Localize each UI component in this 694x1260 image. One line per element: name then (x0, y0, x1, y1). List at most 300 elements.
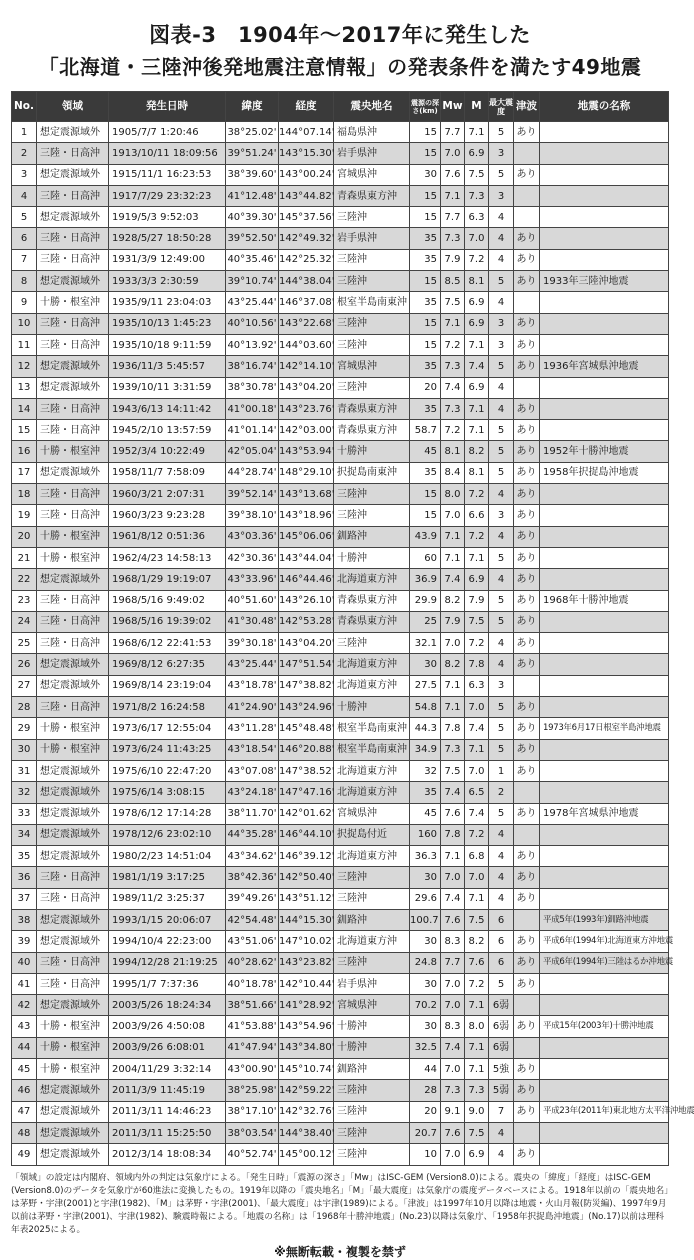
cell-tsunami (514, 207, 540, 228)
cell-lat: 38°11.70' (226, 803, 279, 824)
cell-no: 41 (12, 973, 37, 994)
cell-name (540, 569, 669, 590)
cell-mw: 7.7 (441, 207, 465, 228)
cell-no: 9 (12, 292, 37, 313)
cell-place: 三陸沖 (334, 1080, 410, 1101)
cell-name (540, 313, 669, 334)
cell-m: 6.8 (465, 846, 489, 867)
cell-lat: 40°35.46' (226, 249, 279, 270)
cell-lon: 141°28.92' (279, 995, 334, 1016)
cell-name: 平成6年(1994年)三陸はるか沖地震 (540, 952, 669, 973)
cell-m: 7.2 (465, 484, 489, 505)
cell-place: 根室半島南東沖 (334, 718, 410, 739)
cell-datetime: 1936/11/3 5:45:57 (109, 356, 226, 377)
cell-region: 想定震源域外 (37, 995, 109, 1016)
cell-datetime: 1978/12/6 23:02:10 (109, 824, 226, 845)
cell-tsunami: あり (514, 590, 540, 611)
cell-no: 26 (12, 654, 37, 675)
header-region: 領域 (37, 92, 109, 122)
cell-datetime: 1968/6/12 22:41:53 (109, 633, 226, 654)
cell-m: 7.2 (465, 973, 489, 994)
cell-depth: 44.3 (410, 718, 441, 739)
cell-intensity: 4 (489, 377, 514, 398)
cell-intensity: 4 (489, 207, 514, 228)
cell-no: 24 (12, 611, 37, 632)
cell-name (540, 398, 669, 419)
cell-name: 1936年宮城県沖地震 (540, 356, 669, 377)
table-row (12, 1122, 669, 1143)
cell-place: 岩手県沖 (334, 973, 410, 994)
cell-place: 福島県沖 (334, 122, 410, 143)
cell-datetime: 2011/3/11 14:46:23 (109, 1101, 226, 1122)
cell-tsunami: あり (514, 739, 540, 760)
cell-region: 三陸・日高沖 (37, 611, 109, 632)
cell-lat: 40°28.62' (226, 952, 279, 973)
cell-depth: 36.3 (410, 846, 441, 867)
cell-place: 根室半島南東沖 (334, 739, 410, 760)
cell-no: 22 (12, 569, 37, 590)
table-row (12, 675, 669, 696)
cell-lon: 145°00.12' (279, 1144, 334, 1165)
cell-lon: 145°48.48' (279, 718, 334, 739)
cell-name (540, 633, 669, 654)
cell-lat: 38°25.02' (226, 122, 279, 143)
cell-mw: 7.0 (441, 973, 465, 994)
cell-lon: 146°44.46' (279, 569, 334, 590)
header-name: 地震の名称 (540, 92, 669, 122)
cell-mw: 7.5 (441, 760, 465, 781)
cell-place: 三陸沖 (334, 484, 410, 505)
cell-region: 三陸・日高沖 (37, 867, 109, 888)
cell-m: 9.0 (465, 1101, 489, 1122)
table-header-row (12, 92, 669, 122)
cell-mw: 7.2 (441, 420, 465, 441)
cell-no: 13 (12, 377, 37, 398)
cell-mw: 7.0 (441, 1059, 465, 1080)
cell-m: 8.2 (465, 441, 489, 462)
cell-place: 北海道東方沖 (334, 782, 410, 803)
table-row (12, 377, 669, 398)
cell-place: 青森県東方沖 (334, 398, 410, 419)
cell-m: 6.9 (465, 1144, 489, 1165)
cell-intensity: 6 (489, 931, 514, 952)
cell-intensity: 5 (489, 356, 514, 377)
cell-intensity: 4 (489, 824, 514, 845)
cell-lon: 143°54.96' (279, 1016, 334, 1037)
cell-name (540, 420, 669, 441)
cell-place: 北海道東方沖 (334, 569, 410, 590)
cell-m: 6.9 (465, 569, 489, 590)
cell-intensity: 5 (489, 462, 514, 483)
cell-m: 6.6 (465, 505, 489, 526)
cell-depth: 35 (410, 398, 441, 419)
cell-lat: 43°33.96' (226, 569, 279, 590)
cell-place: 釧路沖 (334, 909, 410, 930)
cell-tsunami (514, 292, 540, 313)
cell-datetime: 2003/9/26 6:08:01 (109, 1037, 226, 1058)
cell-m: 6.9 (465, 292, 489, 313)
cell-place: 三陸沖 (334, 505, 410, 526)
cell-tsunami (514, 1037, 540, 1058)
cell-datetime: 1968/5/16 9:49:02 (109, 590, 226, 611)
cell-m: 7.1 (465, 1059, 489, 1080)
cell-m: 7.1 (465, 739, 489, 760)
cell-m: 7.5 (465, 1122, 489, 1143)
cell-name (540, 1122, 669, 1143)
header-depth: 震源の深さ(km) (410, 92, 441, 122)
cell-mw: 8.0 (441, 484, 465, 505)
cell-tsunami: あり (514, 164, 540, 185)
cell-lon: 142°32.76' (279, 1101, 334, 1122)
table-row (12, 654, 669, 675)
cell-lon: 147°38.82' (279, 675, 334, 696)
cell-place: 三陸沖 (334, 888, 410, 909)
cell-lon: 143°53.94' (279, 441, 334, 462)
cell-tsunami: あり (514, 803, 540, 824)
cell-m: 7.4 (465, 718, 489, 739)
cell-lat: 41°24.90' (226, 697, 279, 718)
cell-m: 7.0 (465, 760, 489, 781)
cell-lat: 42°05.04' (226, 441, 279, 462)
cell-intensity: 6 (489, 909, 514, 930)
cell-place: 三陸沖 (334, 952, 410, 973)
copyright-notice: ※無断転載・複製を禁ず (274, 1244, 406, 1259)
cell-datetime: 1913/10/11 18:09:56 (109, 143, 226, 164)
cell-lon: 148°29.10' (279, 462, 334, 483)
cell-place: 青森県東方沖 (334, 590, 410, 611)
cell-intensity: 3 (489, 185, 514, 206)
table-row (12, 569, 669, 590)
cell-intensity: 5 (489, 164, 514, 185)
cell-lat: 40°51.60' (226, 590, 279, 611)
cell-depth: 35 (410, 292, 441, 313)
table-row (12, 824, 669, 845)
cell-depth: 15 (410, 185, 441, 206)
cell-tsunami: あり (514, 846, 540, 867)
cell-mw: 7.0 (441, 633, 465, 654)
cell-lat: 42°54.48' (226, 909, 279, 930)
cell-name (540, 1037, 669, 1058)
cell-mw: 7.0 (441, 1144, 465, 1165)
cell-lat: 38°30.78' (226, 377, 279, 398)
cell-region: 三陸・日高沖 (37, 249, 109, 270)
cell-place: 岩手県沖 (334, 143, 410, 164)
cell-region: 三陸・日高沖 (37, 888, 109, 909)
cell-lat: 39°51.24' (226, 143, 279, 164)
cell-place: 三陸沖 (334, 1144, 410, 1165)
cell-tsunami: あり (514, 931, 540, 952)
table-row (12, 228, 669, 249)
cell-lat: 43°25.44' (226, 654, 279, 675)
cell-no: 10 (12, 313, 37, 334)
cell-no: 14 (12, 398, 37, 419)
cell-m: 7.1 (465, 398, 489, 419)
cell-m: 7.2 (465, 824, 489, 845)
cell-lon: 143°23.82' (279, 952, 334, 973)
cell-mw: 7.8 (441, 824, 465, 845)
table-row (12, 846, 669, 867)
cell-depth: 20.7 (410, 1122, 441, 1143)
cell-m: 6.9 (465, 313, 489, 334)
cell-no: 28 (12, 697, 37, 718)
cell-tsunami (514, 1122, 540, 1143)
cell-lat: 44°35.28' (226, 824, 279, 845)
cell-tsunami: あり (514, 356, 540, 377)
cell-place: 三陸沖 (334, 271, 410, 292)
cell-intensity: 5弱 (489, 1080, 514, 1101)
cell-m: 7.9 (465, 590, 489, 611)
cell-lat: 38°25.98' (226, 1080, 279, 1101)
cell-lat: 43°18.78' (226, 675, 279, 696)
cell-mw: 9.1 (441, 1101, 465, 1122)
cell-tsunami: あり (514, 334, 540, 355)
cell-mw: 7.1 (441, 846, 465, 867)
cell-place: 三陸沖 (334, 377, 410, 398)
cell-intensity: 5強 (489, 1059, 514, 1080)
cell-name: 平成6年(1994年)北海道東方沖地震 (540, 931, 669, 952)
footnote: 「領域」の設定は内閣府、領域内外の判定は気象庁による。「発生日時」「震源の深さ」「Mw」はISC-GEM (Version8.0)による。震央の「緯度」「経度」はISC-GEM (Version8.0)のデータを気象庁が60進法に変換したもの。1919年以降の「震央地名」「M」「最大震度」は気象庁の震度データベースによる。1918年以前の「震央地名」は茅野・宇津(2001)と宇津(1982)、「M」は茅野・宇津(2001)、「最大震度」は宇津(1989)による。「津波」は1997年10月以降は地震・火山月報(防災編)、1997年9月以前は茅野・宇津(2001)、宇津(1982)、験震時報による。「地震の名称」は「1968年十勝沖地震」(No.23)以降は気象庁、「1958年択捉島沖地震」(No.17)以前は理科年表2025による。 (11, 1172, 669, 1235)
cell-tsunami: あり (514, 313, 540, 334)
cell-region: 想定震源域外 (37, 1122, 109, 1143)
cell-tsunami (514, 143, 540, 164)
cell-lat: 40°39.30' (226, 207, 279, 228)
cell-name (540, 654, 669, 675)
cell-mw: 7.3 (441, 1080, 465, 1101)
cell-place: 三陸沖 (334, 207, 410, 228)
cell-lat: 43°07.08' (226, 760, 279, 781)
cell-lat: 38°39.60' (226, 164, 279, 185)
cell-place: 釧路沖 (334, 1059, 410, 1080)
cell-name (540, 824, 669, 845)
cell-depth: 27.5 (410, 675, 441, 696)
cell-depth: 36.9 (410, 569, 441, 590)
cell-depth: 32 (410, 760, 441, 781)
cell-no: 31 (12, 760, 37, 781)
cell-datetime: 1962/4/23 14:58:13 (109, 547, 226, 568)
cell-tsunami: あり (514, 633, 540, 654)
cell-intensity: 5 (489, 739, 514, 760)
cell-place: 十勝沖 (334, 1037, 410, 1058)
cell-tsunami: あり (514, 1080, 540, 1101)
table-row (12, 1144, 669, 1165)
cell-name (540, 484, 669, 505)
cell-region: 想定震源域外 (37, 675, 109, 696)
cell-lat: 43°03.36' (226, 526, 279, 547)
cell-no: 7 (12, 249, 37, 270)
cell-name (540, 973, 669, 994)
cell-region: 三陸・日高沖 (37, 228, 109, 249)
cell-name (540, 292, 669, 313)
cell-no: 29 (12, 718, 37, 739)
cell-lon: 143°44.04' (279, 547, 334, 568)
cell-mw: 7.9 (441, 611, 465, 632)
cell-region: 想定震源域外 (37, 122, 109, 143)
cell-lon: 142°10.44' (279, 973, 334, 994)
cell-name (540, 377, 669, 398)
cell-region: 十勝・根室沖 (37, 718, 109, 739)
cell-no: 1 (12, 122, 37, 143)
cell-place: 十勝沖 (334, 697, 410, 718)
cell-depth: 45 (410, 441, 441, 462)
cell-no: 34 (12, 824, 37, 845)
cell-datetime: 1995/1/7 7:37:36 (109, 973, 226, 994)
cell-lat: 43°00.90' (226, 1059, 279, 1080)
cell-depth: 15 (410, 505, 441, 526)
cell-place: 宮城県沖 (334, 803, 410, 824)
cell-tsunami: あり (514, 249, 540, 270)
cell-place: 三陸沖 (334, 334, 410, 355)
cell-no: 32 (12, 782, 37, 803)
header-mw: Mw (441, 92, 465, 122)
table-row (12, 718, 669, 739)
cell-intensity: 5 (489, 590, 514, 611)
cell-no: 30 (12, 739, 37, 760)
cell-mw: 8.3 (441, 931, 465, 952)
header-m: M (465, 92, 489, 122)
cell-mw: 7.4 (441, 377, 465, 398)
cell-no: 35 (12, 846, 37, 867)
cell-name: 平成5年(1993年)釧路沖地震 (540, 909, 669, 930)
cell-region: 三陸・日高沖 (37, 973, 109, 994)
cell-place: 択捉島付近 (334, 824, 410, 845)
cell-mw: 7.0 (441, 867, 465, 888)
cell-lat: 41°30.48' (226, 611, 279, 632)
cell-mw: 7.1 (441, 185, 465, 206)
header-lat: 緯度 (226, 92, 279, 122)
cell-lat: 42°30.36' (226, 547, 279, 568)
cell-intensity: 6弱 (489, 995, 514, 1016)
cell-lon: 143°13.68' (279, 484, 334, 505)
cell-name (540, 1144, 669, 1165)
table-row (12, 207, 669, 228)
cell-depth: 30 (410, 973, 441, 994)
cell-depth: 30 (410, 1016, 441, 1037)
cell-name (540, 249, 669, 270)
cell-name: 1973年6月17日根室半島沖地震 (540, 718, 669, 739)
cell-region: 想定震源域外 (37, 1080, 109, 1101)
cell-datetime: 1945/2/10 13:57:59 (109, 420, 226, 441)
cell-name (540, 782, 669, 803)
table-row (12, 909, 669, 930)
cell-datetime: 1933/3/3 2:30:59 (109, 271, 226, 292)
table-row (12, 782, 669, 803)
cell-tsunami: あり (514, 505, 540, 526)
cell-tsunami: あり (514, 952, 540, 973)
cell-no: 20 (12, 526, 37, 547)
table-row (12, 143, 669, 164)
cell-lon: 146°20.88' (279, 739, 334, 760)
cell-depth: 70.2 (410, 995, 441, 1016)
cell-lon: 142°59.22' (279, 1080, 334, 1101)
cell-datetime: 1960/3/23 9:23:28 (109, 505, 226, 526)
cell-no: 17 (12, 462, 37, 483)
cell-lon: 142°14.10' (279, 356, 334, 377)
cell-mw: 7.1 (441, 526, 465, 547)
cell-tsunami: あり (514, 888, 540, 909)
cell-depth: 35 (410, 249, 441, 270)
cell-region: 三陸・日高沖 (37, 590, 109, 611)
cell-depth: 35 (410, 782, 441, 803)
cell-no: 33 (12, 803, 37, 824)
cell-tsunami: あり (514, 867, 540, 888)
cell-region: 想定震源域外 (37, 782, 109, 803)
cell-region: 想定震源域外 (37, 760, 109, 781)
cell-place: 三陸沖 (334, 1101, 410, 1122)
cell-datetime: 1919/5/3 9:52:03 (109, 207, 226, 228)
cell-lon: 144°07.14' (279, 122, 334, 143)
cell-no: 36 (12, 867, 37, 888)
cell-no: 6 (12, 228, 37, 249)
cell-intensity: 5 (489, 441, 514, 462)
cell-lat: 38°16.74' (226, 356, 279, 377)
table-row (12, 739, 669, 760)
table-row (12, 441, 669, 462)
cell-lat: 40°13.92' (226, 334, 279, 355)
cell-mw: 7.4 (441, 782, 465, 803)
cell-lat: 40°10.56' (226, 313, 279, 334)
cell-datetime: 1968/5/16 19:39:02 (109, 611, 226, 632)
cell-mw: 7.3 (441, 398, 465, 419)
cell-intensity: 6 (489, 952, 514, 973)
cell-lon: 146°39.12' (279, 846, 334, 867)
cell-intensity: 5 (489, 973, 514, 994)
cell-tsunami (514, 782, 540, 803)
cell-place: 北海道東方沖 (334, 675, 410, 696)
cell-lon: 143°23.76' (279, 398, 334, 419)
cell-depth: 35 (410, 356, 441, 377)
cell-name (540, 122, 669, 143)
cell-depth: 30 (410, 164, 441, 185)
cell-name: 1968年十勝沖地震 (540, 590, 669, 611)
cell-m: 7.2 (465, 633, 489, 654)
cell-mw: 7.3 (441, 356, 465, 377)
cell-region: 想定震源域外 (37, 356, 109, 377)
cell-tsunami (514, 675, 540, 696)
cell-mw: 7.0 (441, 505, 465, 526)
cell-mw: 7.4 (441, 1037, 465, 1058)
cell-mw: 7.6 (441, 1122, 465, 1143)
cell-place: 宮城県沖 (334, 164, 410, 185)
cell-depth: 15 (410, 334, 441, 355)
cell-tsunami (514, 377, 540, 398)
cell-datetime: 1968/1/29 19:19:07 (109, 569, 226, 590)
cell-no: 4 (12, 185, 37, 206)
cell-lon: 143°18.96' (279, 505, 334, 526)
cell-mw: 7.1 (441, 547, 465, 568)
cell-intensity: 4 (489, 292, 514, 313)
cell-no: 11 (12, 334, 37, 355)
cell-datetime: 1980/2/23 14:51:04 (109, 846, 226, 867)
cell-mw: 7.0 (441, 143, 465, 164)
cell-lon: 146°44.10' (279, 824, 334, 845)
cell-region: 三陸・日高沖 (37, 697, 109, 718)
cell-lon: 143°51.12' (279, 888, 334, 909)
table-row (12, 931, 669, 952)
cell-m: 7.5 (465, 909, 489, 930)
cell-intensity: 4 (489, 1144, 514, 1165)
cell-lat: 38°42.36' (226, 867, 279, 888)
cell-datetime: 1969/8/12 6:27:35 (109, 654, 226, 675)
cell-lat: 44°28.74' (226, 462, 279, 483)
cell-tsunami: あり (514, 526, 540, 547)
cell-tsunami: あり (514, 398, 540, 419)
cell-m: 8.0 (465, 1016, 489, 1037)
cell-tsunami: あり (514, 420, 540, 441)
cell-name (540, 334, 669, 355)
cell-lat: 41°53.88' (226, 1016, 279, 1037)
cell-region: 想定震源域外 (37, 207, 109, 228)
cell-intensity: 4 (489, 569, 514, 590)
